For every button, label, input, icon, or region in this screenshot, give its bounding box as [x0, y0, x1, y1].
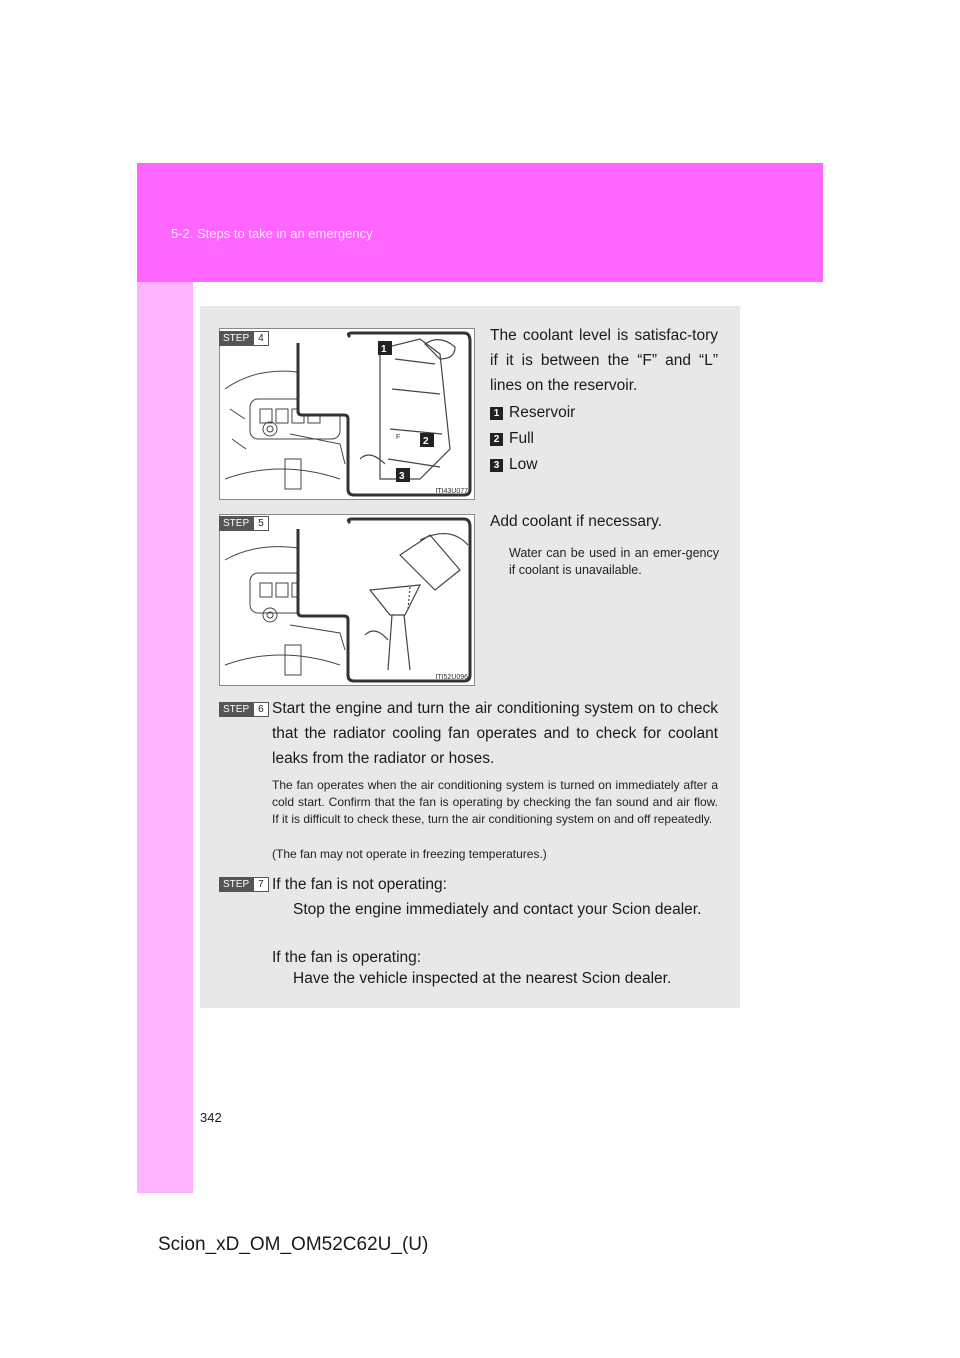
number-2-icon: 2 [490, 433, 503, 446]
step-7-action-operating: Have the vehicle inspected at the nearest Scion dealer. [293, 970, 672, 987]
step-7-condition-not-operating: If the fan is not operating: [272, 876, 447, 893]
step-6-note: The fan operates when the air conditioning system is turned on immediately after a cold start. Confirm that the fan is operating by checking the fan sound and air flow. If it is difficult to check these, turn the air conditioning system on and off repeatedly. [272, 778, 718, 826]
step-badge-5: STEP 5 [219, 516, 269, 531]
number-1-icon: 1 [490, 407, 503, 420]
svg-text:1: 1 [381, 344, 387, 355]
step-4-text: The coolant level is satisfac-tory if it is between the “F” and “L” lines on the reservoir. [490, 327, 718, 394]
figure-code: ITI43U077 [435, 488, 468, 495]
section-title: 5-2. Steps to take in an emergency [171, 226, 373, 241]
step-6-text: Start the engine and turn the air conditioning system on to check that the radiator cooling fan operates and to check for coolant leaks from the radiator or hoses. [272, 700, 718, 767]
reservoir-legend [490, 400, 575, 478]
document-code: Scion_xD_OM_OM52C62U_(U) [158, 1234, 429, 1255]
legend-item-full: 2 Full [490, 426, 575, 452]
step-badge-4: STEP 4 [219, 331, 269, 346]
step-7-action-not-operating: Stop the engine immediately and contact your Scion dealer. [293, 901, 702, 918]
side-margin-band [137, 163, 193, 1193]
step-7-condition-operating: If the fan is operating: [272, 949, 422, 966]
svg-text:2: 2 [423, 436, 429, 447]
step-badge-7: STEP 7 [219, 877, 269, 892]
figure-add-coolant [219, 514, 475, 686]
svg-text:F: F [396, 434, 401, 441]
figure-code: ITI52U096 [435, 674, 468, 681]
add-coolant-illustration [220, 515, 476, 687]
step-5-note: Water can be used in an emer-gency if coolant is unavailable. [509, 546, 719, 577]
step-6-note-freezing: (The fan may not operate in freezing temperatures.) [272, 847, 547, 861]
step-5-text: Add coolant if necessary. [490, 513, 663, 530]
legend-item-reservoir: 1 Reservoir [490, 400, 575, 426]
svg-text:3: 3 [399, 471, 405, 482]
step-badge-6: STEP 6 [219, 702, 269, 717]
page-number: 342 [200, 1110, 222, 1125]
number-3-icon: 3 [490, 459, 503, 472]
header-band [137, 163, 823, 282]
figure-coolant-reservoir [219, 328, 475, 500]
engine-bay-illustration [220, 329, 476, 501]
legend-item-low: 3 Low [490, 452, 575, 478]
